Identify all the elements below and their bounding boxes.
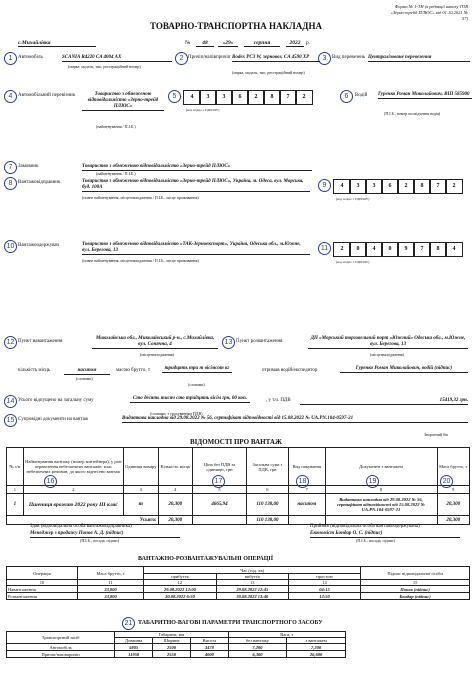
params-row-with-load: 26,600 — [287, 651, 346, 658]
operations-row-op: Навантаження — [7, 586, 78, 593]
operations-header-mass: Маса брутто, т — [77, 567, 143, 580]
marker-17: 17 — [212, 475, 225, 488]
marker-2: 2 — [175, 52, 188, 65]
marker-20: 20 — [440, 475, 453, 488]
shipper-code-note: (код згідно з ЄДРПОУ) — [336, 197, 370, 201]
trailer-value: Bodex PC3 W, зерновоз, CA 4590 XP — [232, 55, 320, 62]
goods-row-unit: т — [124, 494, 158, 516]
params-row-length: 11950 — [115, 651, 153, 658]
marker-14: 14 — [4, 395, 17, 408]
operations-row — [7, 593, 470, 600]
params-row-width: 2550 — [153, 651, 191, 658]
marker-21: 21 — [122, 617, 135, 630]
marker-8: 8 — [4, 177, 17, 190]
goods-row-sum: 110 138,00 — [246, 494, 288, 516]
operations-row-arrival: 29.08.2022 12:00 — [144, 586, 216, 593]
operations-header-arrival: прибуття — [144, 574, 216, 580]
goods-col-num: 6 — [246, 486, 288, 494]
goods-total-label: Усього: — [7, 516, 159, 525]
operations-col-num: 12 — [144, 580, 216, 586]
back-side-note: Зворотний бік — [424, 432, 449, 437]
params-header-weight: Вага, т — [228, 632, 345, 638]
goods-header-unit: Одиниця виміру — [124, 448, 158, 486]
shipper-label: Вантажовідправник — [18, 180, 61, 185]
params-row-no-load: 6,300 — [228, 651, 287, 658]
params-header-width: Ширина — [153, 638, 191, 644]
code-digit-box: 2 — [397, 179, 415, 194]
loading-point-label: Пункт навантаження — [18, 339, 63, 344]
loading-point-hint: (місцезнаходження) — [140, 352, 174, 357]
transport-type-label: Вид перевезень — [332, 55, 366, 60]
goods-header-qty: Кількість місць — [158, 448, 193, 486]
code-digit-box: 0 — [381, 242, 399, 257]
code-digit-box: 7 — [429, 179, 447, 194]
goods-col-num: 8 — [325, 486, 437, 494]
operations-header-time: Час (год. хв) — [144, 567, 361, 574]
code-digit-box: 9 — [397, 242, 415, 257]
operations-header-row — [7, 567, 470, 574]
handover-right-value: Економіст Бондар О. С. (підпис) — [310, 531, 460, 538]
marker-11: 11 — [318, 242, 331, 255]
document-month: серпня — [244, 40, 280, 47]
gross-hint: (словами) — [188, 382, 205, 387]
received-label: отримав водій/експедитор — [262, 368, 318, 373]
carrier-label: Автомобільний перевізник — [18, 93, 76, 98]
unloading-point-hint: (місцезнаходження) — [370, 352, 404, 357]
params-header-dims: Габарити, мм — [115, 632, 228, 638]
goods-row-no: 1 — [7, 494, 24, 516]
carrier-value: Товариство з обмеженою відповідальністю «Зерно-трейд ПЛЮС» — [82, 92, 164, 111]
document-year-suffix: р. — [306, 40, 311, 46]
form-header-line2: «Зерно-трейд ПЛЮС» від 01.10.2021 № — [390, 10, 468, 15]
code-digit-box: 3 — [199, 90, 217, 105]
operations-col-num: 15 — [361, 580, 470, 586]
marker-15: 15 — [4, 414, 17, 427]
goods-header-no: № з/п — [7, 448, 24, 486]
driver-hint: (П.І.Б., номер посвідчення водія) — [384, 111, 441, 116]
marker-5: 5 — [168, 90, 181, 103]
operations-col-num: 11 — [77, 580, 143, 586]
code-digit-box: 8 — [263, 90, 281, 105]
params-header-length: Довжина — [115, 638, 153, 644]
code-digit-box: 2 — [445, 179, 463, 194]
code-digit-box: 2 — [295, 90, 313, 105]
customer-hint: (найменування / П.І.Б.) — [96, 171, 136, 176]
params-row-vehicle: Автомобіль — [7, 644, 115, 651]
params-row-no-load: 7,200 — [228, 644, 287, 651]
goods-row-price: 4665,94 — [193, 494, 247, 516]
consignee-value: Товариство з обмеженою відповідальністю «ТАК-Зерноекспорт», Україна, Одеська обл., м.Южне, вул. Берегова, 13 — [82, 242, 310, 255]
total-value: Сто десять тисяч сто тридцять вісім грн, 00 коп. — [130, 396, 250, 403]
handover-right-hint: (П.І.Б., посада, підпис) — [356, 538, 396, 543]
marker-1: 1 — [4, 52, 17, 65]
params-row-height: 4000 — [190, 651, 228, 658]
goods-row — [7, 494, 470, 516]
transport-type-value: Централізоване перевезення — [368, 55, 470, 62]
vehicle-value: SCANIA R4220 CA 4004 AX — [62, 55, 172, 62]
marker-7: 7 — [4, 161, 17, 174]
shipper-hint: (повне найменування, місцезнаходження / П.І.Б., місце проживання) — [82, 195, 199, 200]
goods-header-pack: Вид пакування — [289, 448, 325, 486]
accompanying-label: Супровідні документи на вантаж — [18, 417, 89, 422]
driver-label: Водій — [355, 93, 368, 98]
handover-left-value: Менеджер з продажу Попов А. Д. (підпис) — [30, 531, 180, 538]
document-title: ТОВАРНО-ТРАНСПОРТНА НАКЛАДНА — [150, 21, 322, 31]
operations-title: ВАНТАЖНО-РОЗВАНТАЖУВАЛЬНІ ОПЕРАЦІЇ — [138, 556, 274, 562]
params-row-length: 5805 — [115, 644, 153, 651]
form-header — [391, 4, 468, 22]
operations-row-sign: Бондар (підпис) — [361, 593, 470, 600]
code-digit-box: 3 — [365, 179, 383, 194]
goods-row-docs: Видаткова накладна від 29.08.2022 № 56, сертифікат відповідності від 15.08.2022 № UA.PN.104-0597-21 — [325, 494, 437, 516]
goods-title: ВІДОМОСТІ ПРО ВАНТАЖ — [190, 438, 282, 446]
gross-label: масою брутто, т — [116, 368, 151, 373]
handover-left-hint: (П.І.Б., посада, підпис) — [80, 538, 120, 543]
params-row — [7, 651, 346, 658]
document-place: с.Михайлівка — [18, 40, 96, 47]
marker-10: 10 — [4, 240, 17, 253]
marker-12: 12 — [4, 336, 17, 349]
operations-header-sign: Підпис відповідальної особи — [361, 567, 470, 580]
params-row-width: 2500 — [153, 644, 191, 651]
goods-row-gross: 20,300 — [437, 494, 470, 516]
operations-row-idle: 12:50 — [288, 593, 360, 600]
goods-col-num: 5 — [193, 486, 247, 494]
marker-13: 13 — [222, 336, 235, 349]
places-label: кількість місць — [18, 368, 51, 373]
params-header-no-load: без вантажу — [228, 638, 287, 644]
params-header-with-load: з вантажем — [287, 638, 346, 644]
consignee-code-boxes — [333, 242, 469, 256]
goods-table — [6, 447, 470, 525]
code-digit-box: 3 — [215, 90, 233, 105]
form-header-line3: 57) — [462, 16, 468, 21]
carrier-code-boxes — [183, 90, 313, 104]
goods-header-gross: Маса брутто, т — [437, 448, 470, 486]
goods-header-docs: Документи з вантажем — [325, 448, 437, 486]
document-day: «29» — [218, 40, 238, 47]
marker-18: 18 — [296, 475, 309, 488]
unloading-point-value: ДП «Морський торговельний порт «Южний» Одеська обл., м.Южне, вул. Берегова, 13 — [308, 336, 468, 349]
places-hint: (словами) — [76, 376, 93, 381]
operations-row-sign: Попов (підпис) — [361, 586, 470, 593]
goods-col-num: 4 — [158, 486, 193, 494]
operations-row-op: Розвантаження — [7, 593, 78, 600]
operations-col-num: 14 — [288, 580, 360, 586]
operations-col-num: 13 — [216, 580, 288, 586]
trailer-hint: (марка, модель, тип, реєстраційний номер) — [232, 70, 305, 75]
vehicle-hint: (марка, модель, тип, реєстраційний номер) — [68, 64, 141, 69]
marker-9: 9 — [318, 179, 331, 192]
operations-header-departure: вибуття — [216, 574, 288, 580]
code-digit-box: 8 — [429, 242, 447, 257]
goods-col-num: 2 — [23, 486, 123, 494]
goods-header-price: Ціна без ПДВ за одиницю, грн — [193, 448, 247, 486]
code-digit-box: 4 — [445, 242, 463, 257]
operations-row-departure: 29.08.2022 12:45 — [216, 586, 288, 593]
operations-row-mass: 33,800 — [77, 586, 143, 593]
goods-row-qty: 20,300 — [158, 494, 193, 516]
carrier-hint: (найменування / П.І.Б.) — [96, 124, 136, 129]
goods-col-numbers — [7, 486, 470, 494]
operations-header-idle: простою — [288, 574, 360, 580]
params-row-height: 3478 — [190, 644, 228, 651]
operations-row-idle: 04:15 — [288, 586, 360, 593]
operations-row-mass: 33,800 — [77, 593, 143, 600]
params-row-with-load: 7,200 — [287, 644, 346, 651]
document-number-sign: № — [185, 40, 191, 46]
goods-col-num: 1 — [7, 486, 24, 494]
driver-value: Гуренко Роман Миколайович, ВІП 585900 — [378, 92, 472, 99]
operations-row-departure: 30.08.2022 13:40 — [216, 593, 288, 600]
goods-header-row — [7, 448, 470, 486]
operations-row — [7, 586, 470, 593]
code-digit-box: 7 — [279, 90, 297, 105]
goods-row-name: Пшениця врожаю 2022 року ІІІ клас — [23, 494, 123, 516]
code-digit-box: 6 — [231, 90, 249, 105]
places-value: насипом — [64, 368, 110, 375]
code-digit-box: 7 — [413, 242, 431, 257]
marker-4: 4 — [4, 90, 17, 103]
consignee-hint: (повне найменування, місцезнаходження / П.І.Б., місце проживання) — [82, 258, 199, 263]
shipper-value: Товариство з обмеженою відповідальністю «Зерно-трейд ПЛЮС», Україна, м. Одеса, вул. Морська, буд. 100А — [82, 179, 310, 192]
marker-16: 16 — [44, 475, 57, 488]
goods-col-num: 3 — [124, 486, 158, 494]
goods-header-sum: Загальна сума з ПДВ, грн — [246, 448, 288, 486]
carrier-code-note: (код згідно з ЄДРПОУ) — [186, 108, 220, 112]
params-header-height: Висота — [190, 638, 228, 644]
shipper-code-boxes — [333, 179, 469, 193]
gross-value: тридцять три т вісімсот кг — [162, 366, 232, 373]
code-digit-box: 2 — [247, 90, 265, 105]
goods-col-num: 9 — [437, 486, 470, 494]
code-digit-box: 6 — [381, 179, 399, 194]
operations-row-arrival: 30.08.2022 6:50 — [144, 593, 216, 600]
params-header-vehicle: Транспортний засіб — [7, 632, 115, 644]
handover-left-label: Здав (відповідальна особа вантажовідправника) — [30, 524, 132, 529]
code-digit-box: 4 — [365, 242, 383, 257]
goods-total-gross: 20,300 — [437, 516, 470, 525]
code-digit-box: 4 — [333, 179, 351, 194]
params-table — [6, 631, 346, 658]
params-row — [7, 644, 346, 651]
code-digit-box: 3 — [349, 179, 367, 194]
marker-6: 6 — [340, 90, 353, 103]
vehicle-label: Автомобіль — [18, 55, 43, 60]
loading-point-value: Миколаївська обл., Миколаївський р-н., с.Михайлівка, вул. Сонячна, 4 — [92, 336, 218, 349]
vat-label: , у т.ч. ПДВ — [266, 398, 291, 403]
code-digit-box: 0 — [349, 242, 367, 257]
operations-col-num: 10 — [7, 580, 78, 586]
handover-right-label: Прийняв (відповідальна особа вантажоодержувача) — [310, 524, 420, 529]
operations-header-op: Операція — [7, 567, 78, 580]
operations-table — [6, 566, 470, 600]
marker-3: 3 — [318, 52, 331, 65]
code-digit-box: 8 — [413, 179, 431, 194]
marker-19: 19 — [366, 475, 379, 488]
total-label: Усього відпущено на загальну суму — [18, 398, 94, 403]
form-header-line1: Форма № 1-ТН (в редакції наказу ТОВ — [394, 4, 468, 9]
consignee-code-note: (код згідно з ЄДРПОУ) — [336, 260, 370, 264]
received-value: Гуренко Роман Миколайович, водій (підпис) — [340, 366, 468, 373]
goods-total-qty: 20,300 — [158, 516, 193, 525]
trailer-label: Причіп/напівпричіп — [188, 55, 231, 60]
customer-label: Замовник — [18, 164, 39, 169]
code-digit-box: 2 — [333, 242, 351, 257]
vat-value: 15419,32 грн. — [300, 398, 468, 405]
goods-total-empty — [193, 516, 247, 525]
goods-col-num: 7 — [289, 486, 325, 494]
goods-header-name: Найменування вантажу (номер контейнера), у разі перевезення небезпечних вантажів: клас небезпечних речовин, до якого віднесено вантаж — [23, 448, 123, 486]
unloading-point-label: Пункт розвантаження — [236, 339, 283, 344]
customer-value: Товариство з обмеженою відповідальністю «Зерно-трейд ПЛЮС» — [82, 164, 312, 171]
accompanying-value: Видаткова накладна від 29.08.2022 № 56, сертифікат відповідності від 15.08.2022 № UA.PN.104-0597-21 — [122, 416, 468, 423]
goods-row-pack: насипом — [289, 494, 325, 516]
document-year: 2022 — [286, 40, 304, 47]
goods-total-sum: 110 138,00 — [246, 516, 288, 525]
consignee-label: Вантажоодержувач — [18, 243, 59, 248]
params-row-vehicle: Причіп/напівпричіп — [7, 651, 115, 658]
total-hint: (словами, з урахуванням ПДВ) — [150, 411, 203, 416]
params-title: ТАБАРИТНО-ВАГОВІ ПАРАМЕТРИ ТРАНСПОРТНОГО ЗАСОБУ — [138, 620, 323, 626]
code-digit-box: 4 — [183, 90, 201, 105]
document-number: 48 — [196, 40, 214, 47]
